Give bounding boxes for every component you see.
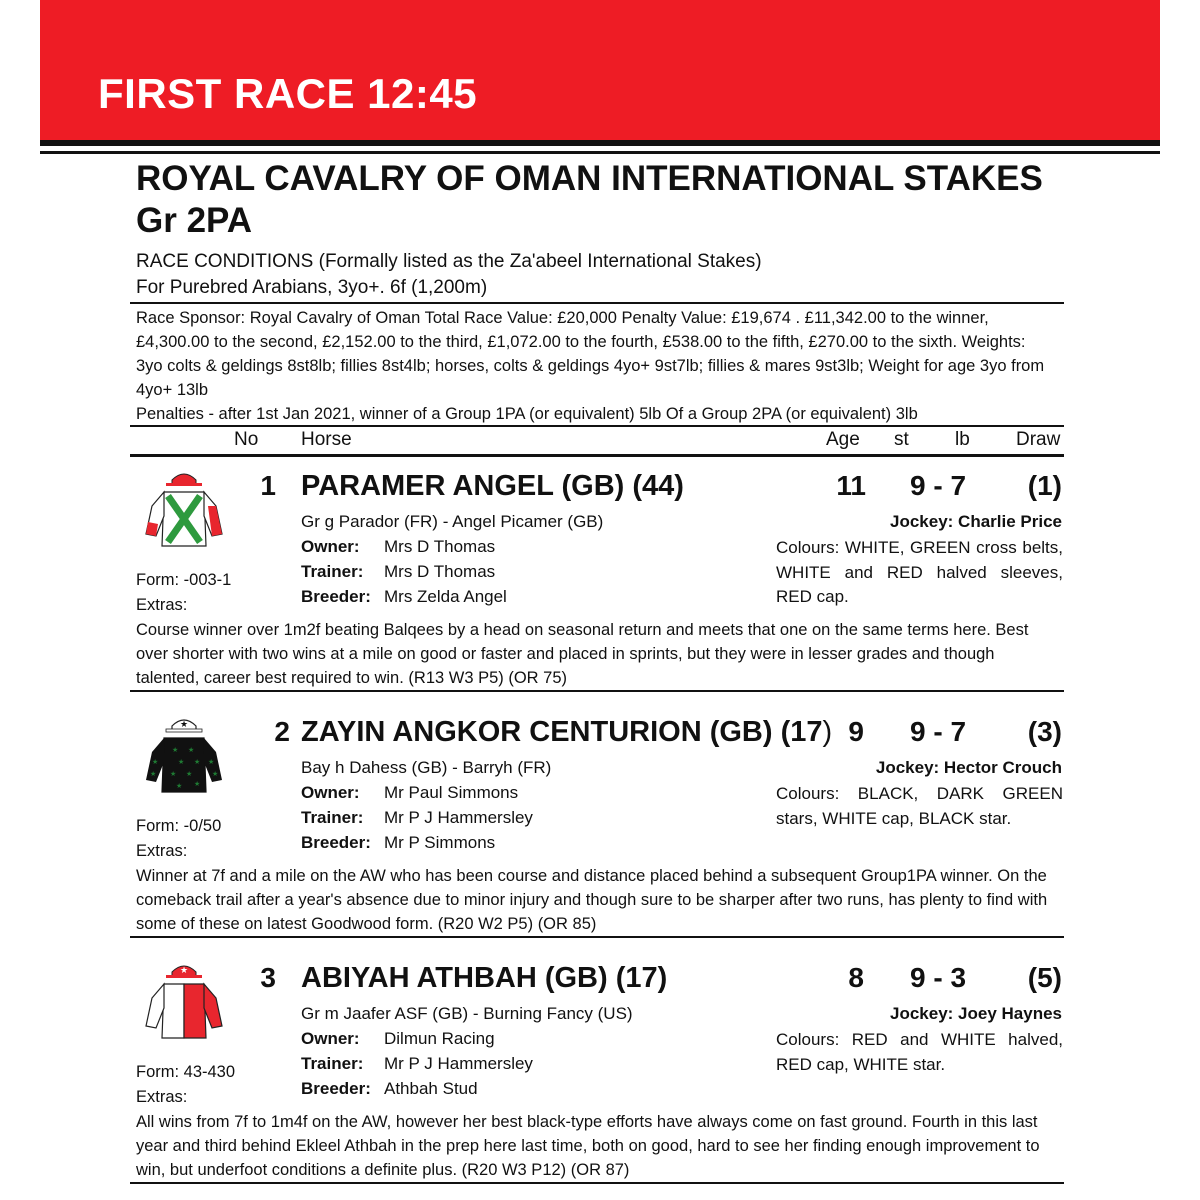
svg-text:★: ★ (186, 770, 193, 778)
horse-name: PARAMER ANGEL (GB) (44) (301, 470, 684, 502)
horse-draw: (1) (1027, 470, 1062, 501)
svg-text:★: ★ (179, 720, 189, 730)
silks-colours: Colours: RED and WHITE halved, RED cap, WHITE star. (776, 1030, 1063, 1074)
horse-name: ABIYAH ATHBAH (GB) (17) (301, 962, 668, 994)
column-draw: Draw (1016, 429, 1061, 450)
svg-text:★: ★ (188, 746, 195, 754)
svg-text:★: ★ (150, 770, 157, 778)
svg-text:★: ★ (176, 782, 183, 790)
silks-icon (142, 958, 226, 1054)
horse-weight: 9 - 3 (909, 962, 967, 993)
silks-colours: Colours: WHITE, GREEN cross belts, WHITE and RED halved sleeves, RED cap. (776, 538, 1063, 606)
runner-extras: Extras: (136, 842, 188, 860)
runner-number: 1 (260, 470, 276, 501)
horse-age: 9 (848, 716, 864, 747)
race-grade: Gr 2PA (136, 201, 253, 240)
horse-weight: 9 - 7 (909, 716, 967, 747)
runner-comment: Winner at 7f and a mile on the AW who has been course and distance placed behind a subsequent Group1PA winner. On the comeback trail after a year's absence due to minor injury and though sure to be sharper after two runs, has plenty to find with some of these on latest Goodwood form. (R20 W2 P5) (OR 85) (136, 867, 1048, 933)
horse-name-close: ) (822, 716, 833, 748)
trainer-name: Mrs D Thomas (384, 562, 496, 581)
horse-draw: (3) (1027, 716, 1062, 747)
runner-card (0, 954, 1200, 1200)
silks-colours: Colours: BLACK, DARK GREEN stars, WHITE cap, BLACK star. (776, 784, 1063, 828)
owner-label: Owner: (301, 1029, 360, 1048)
runner-card (0, 462, 1200, 708)
trainer-label: Trainer: (301, 808, 364, 827)
silks-icon (142, 712, 226, 808)
runner-divider (130, 690, 1064, 692)
column-lb: lb (955, 429, 970, 450)
breeder-name: Mr P Simmons (384, 833, 496, 852)
runner-divider (130, 1182, 1064, 1184)
svg-text:★: ★ (152, 758, 159, 766)
column-no: No (234, 429, 259, 450)
banner-divider-thin (40, 151, 1160, 154)
svg-text:★: ★ (212, 770, 219, 778)
race-name (136, 158, 1076, 242)
svg-text:★: ★ (178, 758, 185, 766)
conditions-divider (130, 302, 1064, 304)
owner-label: Owner: (301, 537, 360, 556)
race-name-line1: ROYAL CAVALRY OF OMAN INTERNATIONAL STAKES (136, 159, 1043, 198)
jockey-name: Jockey: Joey Haynes (890, 1004, 1062, 1023)
svg-text:★: ★ (194, 780, 201, 788)
runner-extras: Extras: (136, 596, 188, 614)
header-divider (130, 454, 1064, 457)
breeder-label: Breeder: (301, 1079, 371, 1098)
horse-draw: (5) (1027, 962, 1062, 993)
penalties-divider (130, 425, 1064, 427)
runner-form: Form: -003-1 (136, 571, 232, 589)
breeder-name: Mrs Zelda Angel (384, 587, 507, 606)
jockey-name: Jockey: Charlie Price (890, 512, 1062, 531)
runner-number: 2 (274, 716, 290, 747)
sponsor-text: Race Sponsor: Royal Cavalry of Oman Total Race Value: £20,000 Penalty Value: £19,674 . £11,342.00 to the winner, £4,300.00 to the second, £2,152.00 to the third, £1,072.00 to the fourth, £538.00 to the fifth, £270.00 to the sixth. Weights: 3yo colts & geldings 8st8lb; fillies 8st4lb; horses, colts & geldings 4yo+ 9st7lb; fillies & mares 9st3lb; Weight for age 3yo from 4yo+ 13lb (136, 309, 1045, 399)
owner-name: Dilmun Racing (384, 1029, 495, 1048)
breeder-label: Breeder: (301, 587, 371, 606)
runner-extras: Extras: (136, 1088, 188, 1106)
breeder-name: Athbah Stud (384, 1079, 478, 1098)
owner-label: Owner: (301, 783, 360, 802)
runner-form: Form: -0/50 (136, 817, 222, 835)
owner-name: Mrs D Thomas (384, 537, 496, 556)
breeder-label: Breeder: (301, 833, 371, 852)
horse-age: 8 (848, 962, 864, 993)
runner-form: Form: 43-430 (136, 1063, 236, 1081)
race-time-title: FIRST RACE 12:45 (98, 70, 478, 117)
horse-pedigree: Gr m Jaafer ASF (GB) - Burning Fancy (US) (301, 1004, 633, 1023)
runner-number: 3 (260, 962, 276, 993)
trainer-name: Mr P J Hammersley (384, 1054, 533, 1073)
trainer-label: Trainer: (301, 562, 364, 581)
horse-age: 11 (836, 470, 866, 501)
conditions-subtitle: For Purebred Arabians, 3yo+. 6f (1,200m) (136, 277, 488, 298)
horse-name-text: ZAYIN ANGKOR CENTURION (GB) (17 (301, 716, 823, 748)
penalties-text: Penalties - after 1st Jan 2021, winner of a Group 1PA (or equivalent) 5lb Of a Group 2PA (or equivalent) 3lb (136, 405, 918, 423)
horse-pedigree: Gr g Parador (FR) - Angel Picamer (GB) (301, 512, 604, 531)
svg-text:★: ★ (179, 966, 189, 976)
svg-text:★: ★ (194, 758, 201, 766)
banner-divider-thick (40, 140, 1160, 146)
column-horse: Horse (301, 429, 352, 450)
owner-name: Mr Paul Simmons (384, 783, 519, 802)
horse-name (301, 716, 832, 749)
column-st: st (894, 429, 909, 450)
runner-comment: Course winner over 1m2f beating Balqees by a head on seasonal return and meets that one on the same terms here. Best over shorter with two wins at a mile on good or faster and placed in sprints, but they were in lesser grades and though talented, career best required to win. (R13 W3 P5) (OR 75) (136, 621, 1029, 687)
conditions-title: RACE CONDITIONS (Formally listed as the Za'abeel International Stakes) (136, 251, 762, 272)
svg-text:★: ★ (208, 758, 215, 766)
runner-card (0, 708, 1200, 954)
horse-pedigree: Bay h Dahess (GB) - Barryh (FR) (301, 758, 552, 777)
svg-text:★: ★ (170, 770, 177, 778)
horse-weight: 9 - 7 (909, 470, 967, 501)
runner-comment: All wins from 7f to 1m4f on the AW, however her best black-type efforts have always come on fast ground. Fourth in this last year and third behind Ekleel Athbah in the prep here last time, both on good, hard to see her finding enough improvement to win, but underfoot conditions a definite plus. (R20 W3 P12) (OR 87) (136, 1113, 1040, 1179)
svg-text:★: ★ (172, 746, 179, 754)
trainer-label: Trainer: (301, 1054, 364, 1073)
runner-divider (130, 936, 1064, 938)
jockey-name: Jockey: Hector Crouch (875, 758, 1062, 777)
silks-icon (142, 466, 226, 562)
column-age: Age (826, 429, 860, 450)
trainer-name: Mr P J Hammersley (384, 808, 533, 827)
